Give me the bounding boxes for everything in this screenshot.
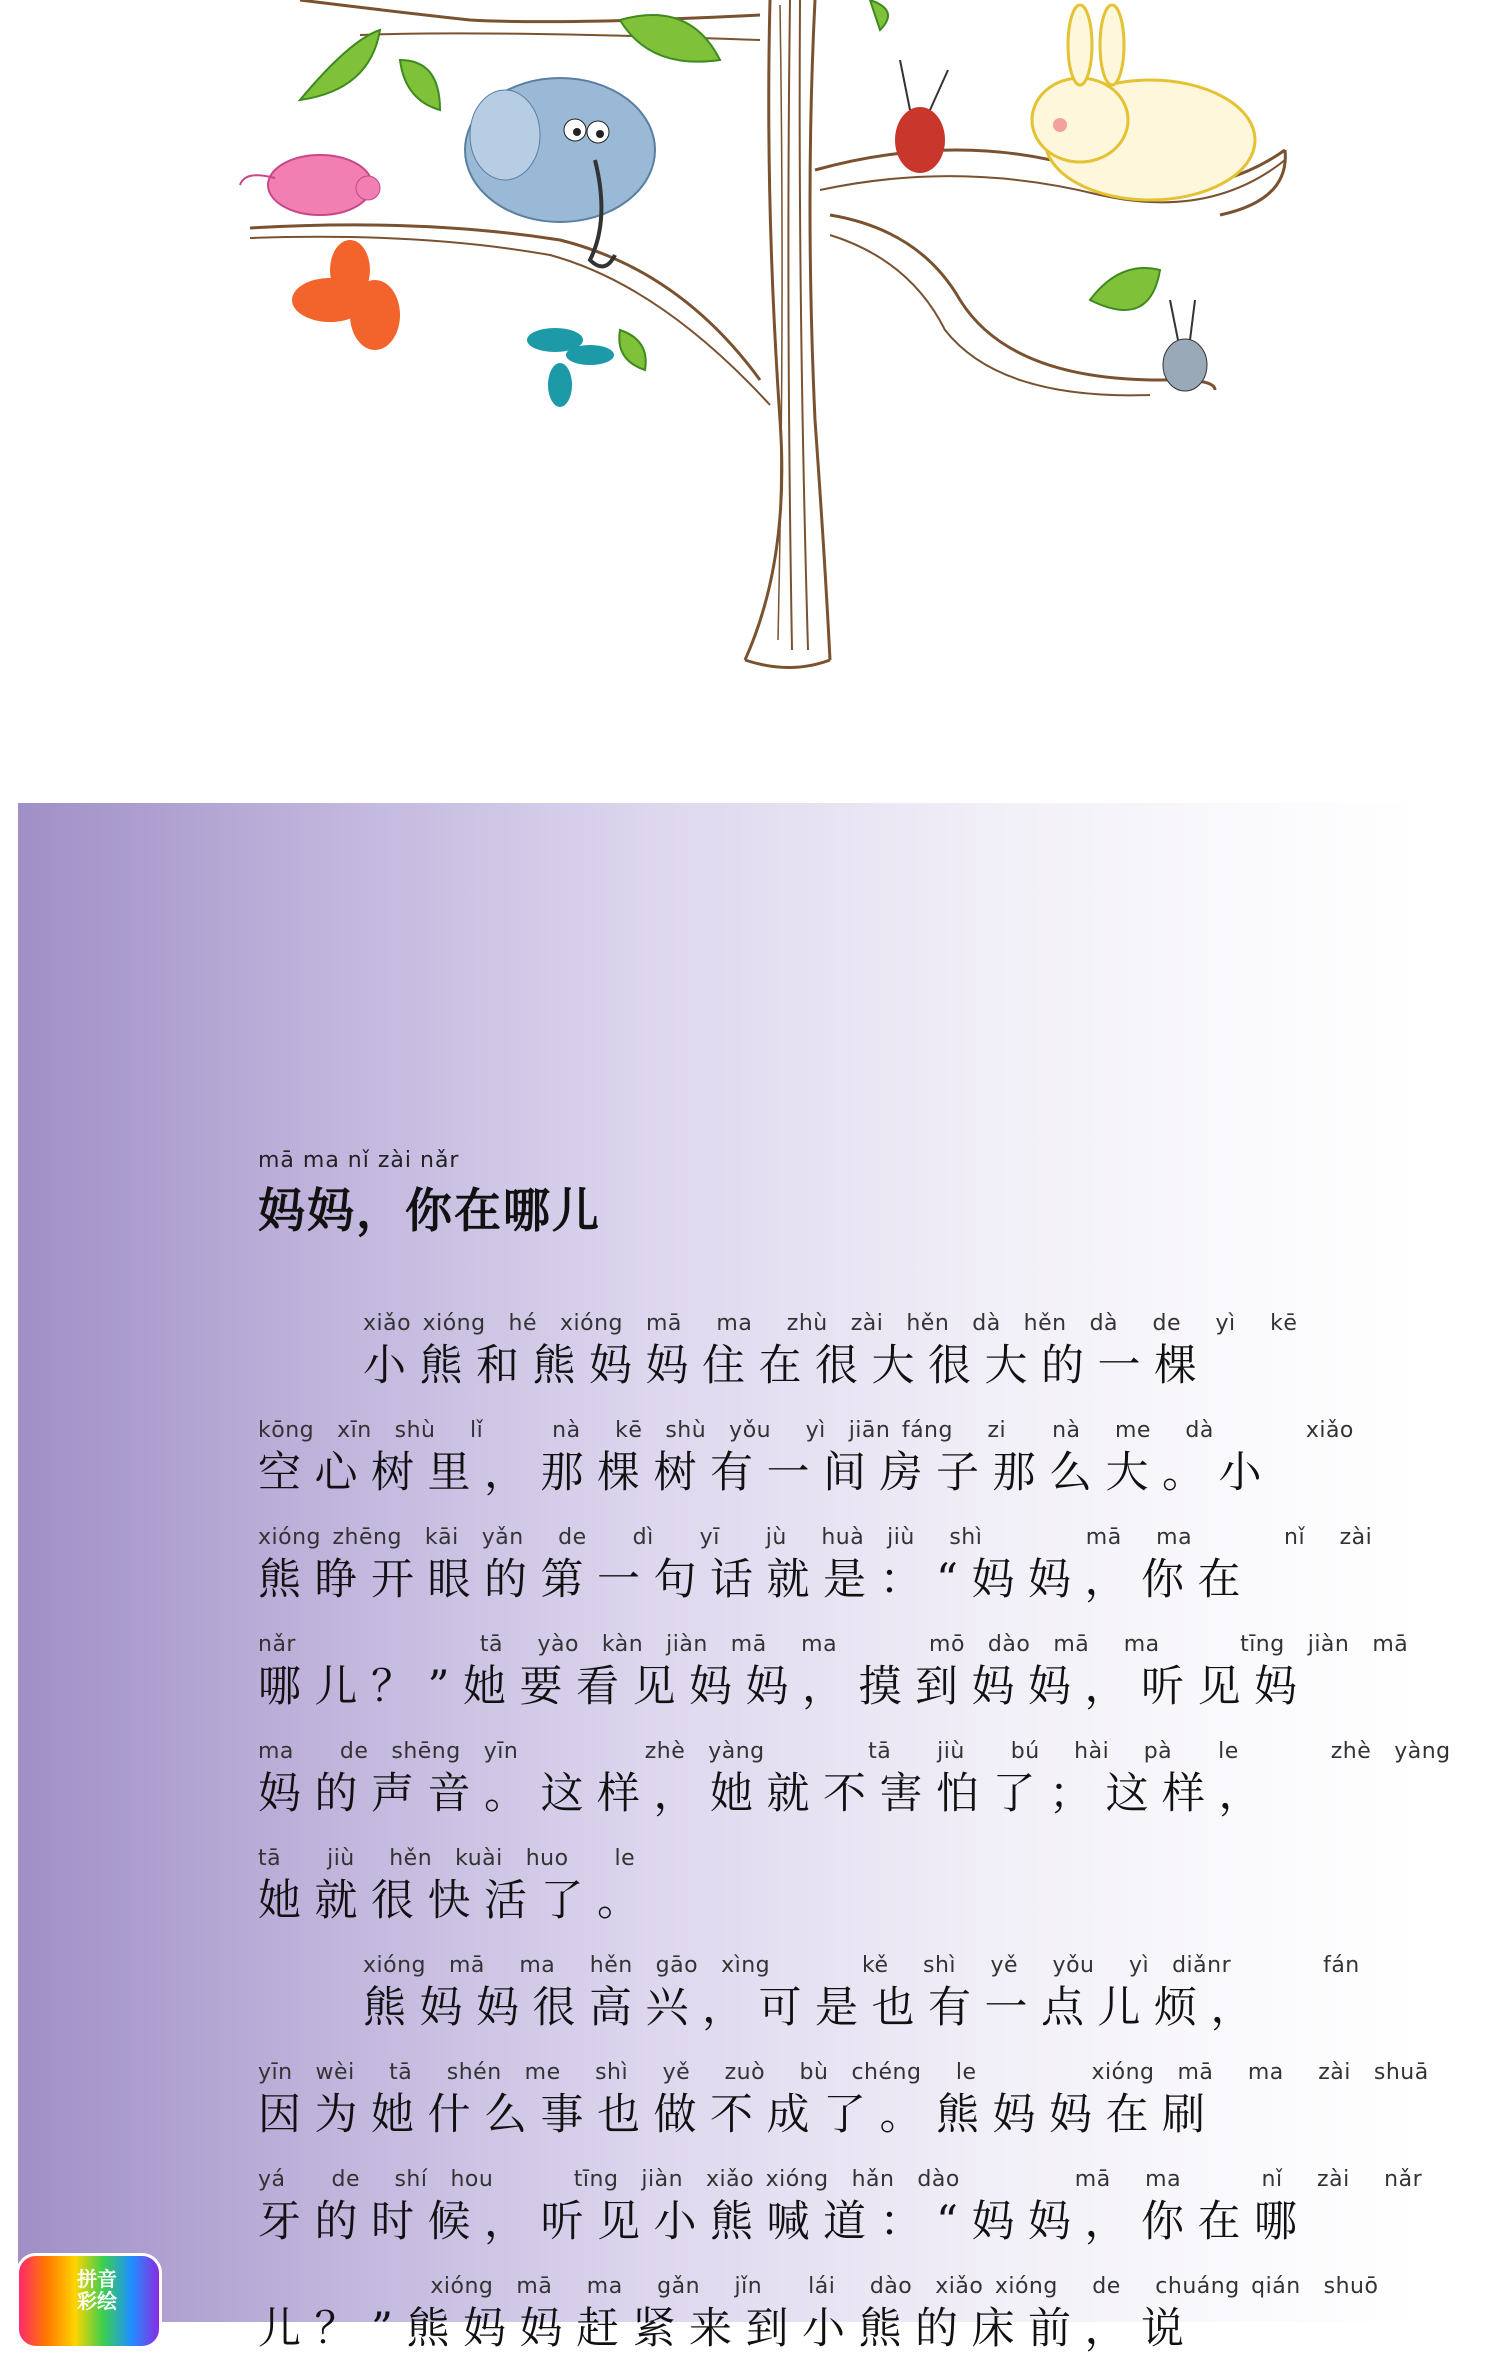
story-line [258, 2167, 1423, 2249]
tree-illustration [0, 0, 1500, 720]
line-text: 妈的声音。这样，她就不害怕了；这样， [258, 1769, 1275, 1819]
title-pinyin: mā ma nǐ zài nǎr [258, 1148, 460, 1173]
leaf-icons [300, 0, 1160, 370]
story-page [18, 803, 1451, 2354]
line-text: 她就很快活了。 [258, 1876, 654, 1926]
story-line [258, 1846, 1258, 1928]
story-line [363, 1953, 1360, 2035]
pig-icon [240, 155, 380, 215]
line-pinyin: nǎr tā yào kàn jiàn mā ma mō dào mā ma tīng jiàn mā [258, 1632, 1409, 1657]
elephant-icon [465, 78, 655, 266]
snail-icon [1163, 300, 1207, 391]
fern-icon [527, 328, 614, 407]
line-pinyin: yīn wèi tā shén me shì yě zuò bù chéng le xióng mā ma zài shuā [258, 2060, 1429, 2085]
line-pinyin: xiǎo xióng hé xióng mā ma zhù zài hěn dà hěn dà de yì kē [363, 1311, 1298, 1336]
pinyin-badge [16, 2253, 162, 2349]
line-text: 空心树里，那棵树有一间房子那么大。小 [258, 1448, 1275, 1498]
story-line [258, 1418, 1354, 1500]
story-line [258, 1525, 1373, 1607]
story-line [363, 1311, 1298, 1393]
line-text: 熊妈妈很高兴，可是也有一点儿烦， [363, 1983, 1267, 2033]
line-pinyin: xióng mā ma gǎn jǐn lái dào xiǎo xióng de chuáng qián shuō [258, 2274, 1379, 2299]
line-pinyin: xióng zhēng kāi yǎn de dì yī jù huà jiù shì mā ma nǐ zài [258, 1525, 1373, 1550]
line-pinyin: yá de shí hou tīng jiàn xiǎo xióng hǎn dào mā ma nǐ zài nǎr [258, 2167, 1423, 2192]
story-line [258, 1739, 1451, 1821]
line-pinyin: tā jiù hěn kuài huo le [258, 1846, 636, 1871]
story-line [258, 2274, 1379, 2356]
line-text: 儿？”熊妈妈赶紧来到小熊的床前，说 [258, 2304, 1198, 2354]
ladybug-icon [895, 60, 948, 173]
line-pinyin: xióng mā ma hěn gāo xìng kě shì yě yǒu yì diǎnr fán [363, 1953, 1360, 1978]
story-title [258, 1148, 601, 1241]
line-pinyin: kōng xīn shù lǐ nà kē shù yǒu yì jiān fáng zi nà me dà xiǎo [258, 1418, 1354, 1443]
line-text: 因为她什么事也做不成了。熊妈妈在刷 [258, 2090, 1219, 2140]
title-text: 妈妈，你在哪儿 [258, 1184, 601, 1239]
badge-label: 拼音彩绘 [77, 2267, 117, 2313]
flower-icon [292, 240, 400, 350]
story-line [258, 2060, 1429, 2142]
story-line [258, 1632, 1409, 1714]
line-text: 哪儿？”她要看见妈妈，摸到妈妈，听见妈 [258, 1662, 1311, 1712]
line-text: 熊睁开眼的第一句话就是：“妈妈，你在 [258, 1555, 1254, 1605]
line-text: 小熊和熊妈妈住在很大很大的一棵 [363, 1341, 1211, 1391]
line-text: 牙的时候，听见小熊喊道：“妈妈，你在哪 [258, 2197, 1311, 2247]
rabbit-icon [1032, 5, 1255, 200]
line-pinyin: ma de shēng yīn zhè yàng tā jiù bú hài pà le zhè yàng [258, 1739, 1451, 1764]
